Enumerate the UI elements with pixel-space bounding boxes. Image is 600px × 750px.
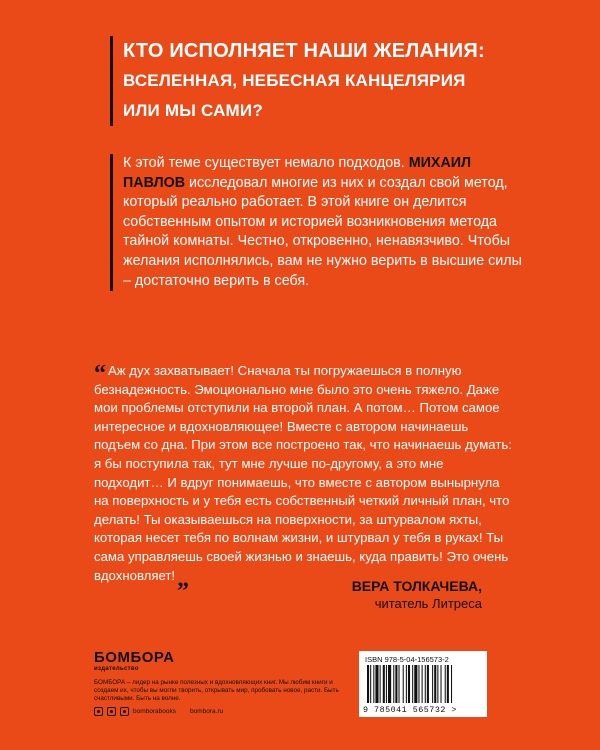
headline-line-1: КТО ИСПОЛНЯЕТ НАШИ ЖЕЛАНИЯ: [123, 40, 485, 62]
social-network-icon [120, 707, 129, 716]
headline [110, 36, 563, 126]
social-handle: bomborabooks [133, 708, 176, 715]
quote-text: Аж дух захватывает! Сначала ты погружаешься в полную безнадежность. Эмоционально мне было это очень тяжело. Даже мои проблемы отступили на второй план. А потом… Потом самое интересное и вдохновляющее! Вместе с автором начинаешь подъем со дна. При этом все построено так, что начинаешь думать: я бы поступила так, тут мне лучше по-другому, а это мне подходит… И вдруг понимаешь, что вместе с автором вынырнула на поверхность и у тебя есть собственный четкий личный план, что делать! Ты оказываешься на поверхности, за штурвалом яхты, которая несет тебя по волнам жизни, и штурвал у тебя в руках! Ты сама управляешь своей жизнью и знаешь, куда править! Это очень вдохновляет! [94, 363, 512, 583]
barcode-icon [365, 665, 481, 705]
publisher-blurb: БОМБОРА – лидер на рынке полезных и вдохновляющих книг. Мы любим книги и создаем их, чтобы вы могли творить, открывать мир, пробовать новое, расти. Быть счастливыми. Быть на волне. [94, 679, 339, 702]
reviewer-name: ВЕРА ТОЛКАЧЕВА, [351, 578, 482, 594]
description-body: исследовал многие из них и создал свой метод, который реально работает. В этой книге он делится собственным опытом и историей возникновения метода тайной комнаты. Честно, откровенно, ненавязчиво. Чтобы желания исполнялись, вам не нужно верить в высшие силы – достаточно верить в себя. [123, 174, 522, 289]
reviewer [352, 577, 482, 613]
isbn-number: ISBN 978-5-04-156573-2 [365, 655, 449, 664]
publisher-logo: БОМБОРА [94, 649, 175, 666]
publisher-logo-subtitle: издательство [94, 666, 139, 672]
author-name: МИХАИЛ ПАВЛОВ [123, 155, 472, 191]
publisher-social [94, 707, 354, 716]
publisher-block [94, 650, 354, 716]
reviewer-role: читатель Литреса [374, 596, 482, 611]
social-network-icon [107, 707, 116, 716]
close-quote-icon: „ [177, 565, 190, 592]
social-network-icon [94, 707, 103, 716]
headline-line-3: ИЛИ МЫ САМИ? [123, 101, 263, 120]
barcode-digits: 9 785041 565732 > [363, 705, 457, 715]
isbn-barcode [359, 651, 487, 717]
publisher-site: bombora.ru [190, 708, 224, 715]
headline-line-2: ВСЕЛЕННАЯ, НЕБЕСНАЯ КАНЦЕЛЯРИЯ [123, 71, 466, 90]
open-quote-icon: “ [94, 361, 106, 387]
description-lead: К этой теме существует немало подходов. [123, 155, 405, 171]
book-description [110, 154, 523, 291]
